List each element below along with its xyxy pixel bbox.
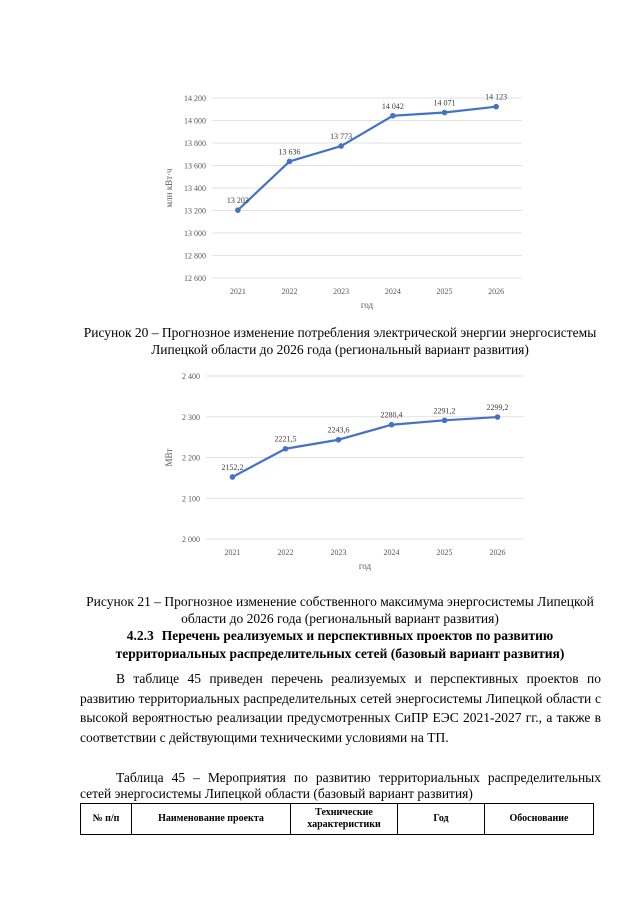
y-tick-label: 2 100 bbox=[182, 494, 200, 504]
section-title: Перечень реализуемых и перспективных проектов по развитию территориальных распределительных сетей (базовый вариант развития) bbox=[115, 628, 565, 661]
x-tick-label: 2024 bbox=[384, 287, 401, 296]
data-point bbox=[442, 418, 448, 424]
x-tick-label: 2021 bbox=[229, 287, 246, 296]
y-tick-label: 13 400 bbox=[184, 184, 206, 193]
data-label: 2243,6 bbox=[327, 425, 350, 435]
series-line bbox=[233, 417, 498, 477]
figure-20-caption: Рисунок 20 – Прогнозное изменение потребления электрической энергии энергосистемы Липецкой области до 2026 года (региональный вариант развития) bbox=[83, 325, 597, 357]
header-cell-project: Наименование проекта bbox=[132, 804, 291, 835]
data-point bbox=[495, 414, 501, 420]
data-label: 2280,4 bbox=[380, 410, 403, 420]
x-tick-label: 2026 bbox=[489, 548, 506, 557]
peak-load-chart bbox=[0, 362, 640, 576]
data-label: 13 636 bbox=[278, 147, 301, 157]
section-number: 4.2.3 bbox=[126, 628, 154, 643]
x-tick-label: 2022 bbox=[277, 548, 294, 557]
energy-consumption-chart bbox=[0, 82, 640, 312]
x-tick-label: 2025 bbox=[436, 548, 453, 557]
data-point bbox=[235, 207, 241, 213]
y-tick-label: 12 600 bbox=[184, 274, 206, 283]
table-caption: Таблица 45 – Мероприятия по развитию территориальных распределительных сетей энергосистемы Липецкой области (базовый вариант развития) bbox=[80, 770, 601, 801]
data-point bbox=[230, 474, 236, 480]
data-point bbox=[442, 110, 448, 116]
header-cell-specs: Технические характеристики bbox=[291, 804, 398, 835]
data-label: 2291,2 bbox=[433, 406, 456, 416]
data-point bbox=[389, 422, 395, 428]
header-cell-number: № п/п bbox=[81, 804, 132, 835]
x-tick-label: 2023 bbox=[330, 548, 347, 557]
y-axis-title: МВт bbox=[164, 448, 174, 467]
data-point bbox=[493, 104, 499, 110]
x-axis-title: год bbox=[358, 561, 372, 571]
y-tick-label: 13 600 bbox=[184, 161, 206, 171]
y-tick-label: 2 200 bbox=[182, 453, 200, 463]
data-label: 14 123 bbox=[485, 92, 508, 102]
y-tick-label: 13 800 bbox=[184, 139, 206, 148]
header-cell-year: Год bbox=[398, 804, 485, 835]
y-tick-label: 2 000 bbox=[182, 535, 200, 544]
data-point bbox=[283, 446, 289, 452]
data-label: 2221,5 bbox=[274, 434, 297, 444]
projects-table bbox=[80, 803, 594, 835]
x-tick-label: 2026 bbox=[488, 287, 505, 296]
data-label: 13 203 bbox=[226, 196, 249, 206]
table-header-row bbox=[81, 804, 594, 835]
series-line bbox=[238, 107, 496, 211]
y-tick-label: 2 400 bbox=[182, 372, 200, 381]
data-point bbox=[336, 437, 342, 443]
y-tick-label: 14 000 bbox=[184, 116, 206, 126]
x-axis-title: год bbox=[360, 300, 374, 310]
y-tick-label: 12 800 bbox=[184, 251, 206, 261]
data-label: 2299,2 bbox=[486, 403, 509, 413]
data-label: 14 042 bbox=[381, 101, 404, 111]
data-point bbox=[390, 113, 396, 119]
y-tick-label: 13 000 bbox=[184, 229, 206, 238]
y-tick-label: 2 300 bbox=[182, 412, 200, 422]
y-tick-label: 13 200 bbox=[184, 206, 206, 216]
header-cell-justification: Обоснование bbox=[485, 804, 594, 835]
x-tick-label: 2022 bbox=[281, 287, 298, 296]
x-tick-label: 2023 bbox=[333, 287, 350, 296]
y-axis-title: млн кВт·ч bbox=[164, 168, 174, 208]
x-tick-label: 2025 bbox=[436, 287, 453, 296]
section-heading bbox=[80, 627, 600, 663]
data-point bbox=[287, 159, 293, 165]
data-label: 13 773 bbox=[330, 132, 353, 142]
body-paragraph: В таблице 45 приведен перечень реализуемых и перспективных проектов по развитию территориальных распределительных сетей энергосистемы Липецкой области с высокой вероятностью реализации предусмотренных СиПР ЕЭС 2021-2027 гг., а также в соответствии с действующими техническими условиями на ТП. bbox=[80, 671, 601, 745]
data-label: 14 071 bbox=[433, 98, 456, 108]
figure-21-caption: Рисунок 21 – Прогнозное изменение собственного максимума энергосистемы Липецкой области до 2026 года (региональный вариант развития) bbox=[86, 594, 594, 626]
x-tick-label: 2021 bbox=[224, 548, 241, 557]
x-tick-label: 2024 bbox=[383, 548, 400, 557]
y-tick-label: 14 200 bbox=[184, 94, 206, 103]
data-label: 2152,2 bbox=[221, 462, 244, 472]
data-point bbox=[338, 143, 344, 149]
